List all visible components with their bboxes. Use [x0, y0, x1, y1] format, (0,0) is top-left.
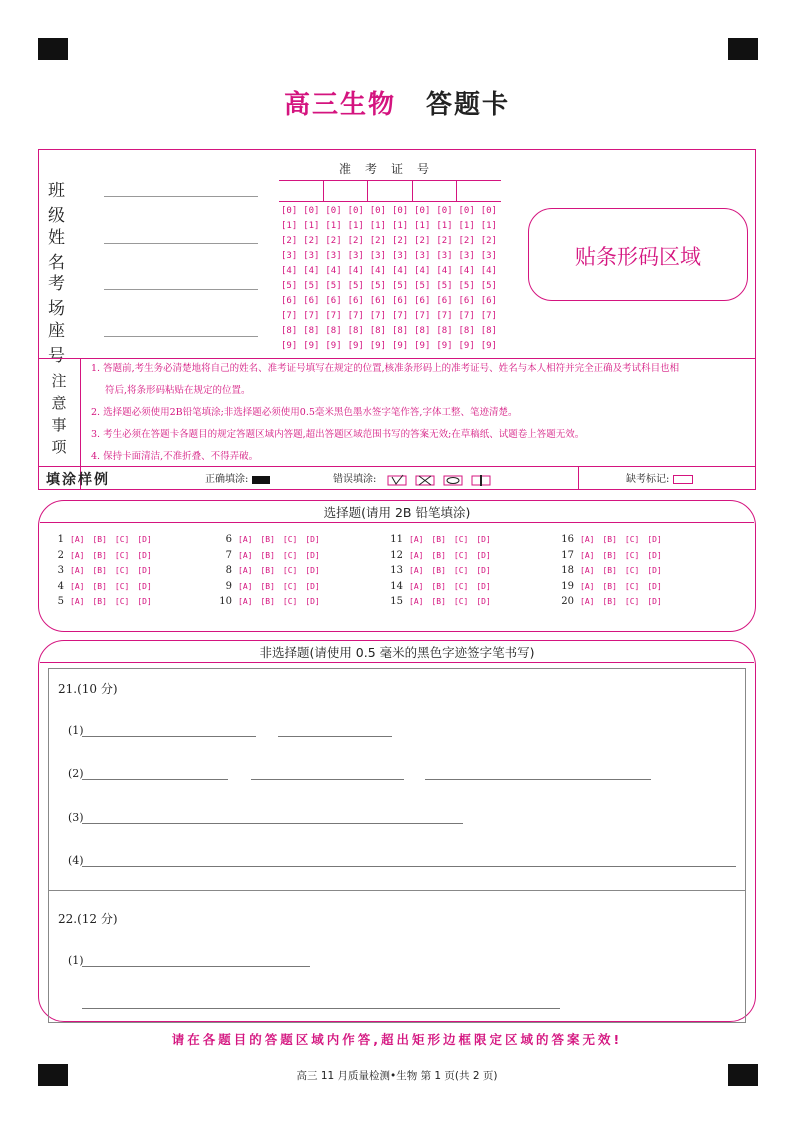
- digit-bubble[interactable]: [3]: [414, 251, 431, 261]
- digit-bubble[interactable]: [7]: [480, 311, 497, 321]
- answer-bubble[interactable]: [C]: [114, 535, 130, 545]
- digit-bubble[interactable]: [0]: [347, 206, 364, 216]
- digit-bubble[interactable]: [6]: [281, 296, 298, 306]
- digit-bubble[interactable]: [7]: [458, 311, 475, 321]
- seat-label: 座号: [48, 321, 77, 366]
- digit-bubble[interactable]: [5]: [458, 281, 475, 291]
- digit-row: [281, 326, 503, 341]
- answer-bubble[interactable]: [C]: [114, 597, 130, 607]
- digit-bubble[interactable]: [8]: [347, 326, 364, 336]
- choice-question: [210, 579, 328, 595]
- digit-bubble[interactable]: [3]: [391, 251, 409, 261]
- question-number: 1: [57, 534, 64, 546]
- divider: [578, 466, 579, 490]
- digit-bubble[interactable]: [0]: [281, 206, 298, 216]
- digit-bubble[interactable]: [0]: [436, 206, 453, 216]
- answer-bubble[interactable]: [A]: [580, 597, 595, 607]
- digit-bubble[interactable]: [4]: [325, 266, 342, 276]
- answer-bubble[interactable]: [D]: [137, 566, 152, 576]
- class-field[interactable]: [48, 176, 104, 226]
- notice-item-1: 1. 答题前,考生务必清楚地将自己的姓名、准考证号填写在规定的位置,核准条形码上的准考证号、姓名与本人相符并完全正确及考试科目也相: [91, 363, 680, 374]
- digit-bubble[interactable]: [1]: [458, 221, 475, 231]
- digit-row: [281, 251, 503, 266]
- answer-bubble[interactable]: [B]: [431, 581, 446, 591]
- question-number: 6: [225, 534, 232, 546]
- answer-bubble[interactable]: [C]: [282, 597, 298, 607]
- exam-number-title: 准考证号: [338, 162, 443, 176]
- digit-bubble[interactable]: [1]: [281, 221, 298, 231]
- wrong-fill-sample: [333, 470, 496, 486]
- answer-bubble[interactable]: [C]: [282, 566, 298, 576]
- digit-row: [281, 206, 503, 221]
- question-number: 7: [225, 549, 232, 561]
- divider: [48, 890, 746, 891]
- q21-part-4-label: (4): [68, 854, 84, 867]
- choice-question: [552, 548, 670, 564]
- answer-bubble[interactable]: [C]: [114, 581, 130, 591]
- digit-bubble[interactable]: [1]: [325, 221, 342, 231]
- answer-bubble[interactable]: [D]: [137, 581, 152, 591]
- answer-bubble[interactable]: [A]: [70, 535, 85, 545]
- answer-bubble[interactable]: [D]: [305, 550, 320, 560]
- answer-bubble[interactable]: [B]: [260, 597, 275, 607]
- choice-question: [42, 563, 160, 579]
- digit-bubble[interactable]: [4]: [414, 266, 431, 276]
- digit-bubble[interactable]: [6]: [325, 296, 342, 306]
- q21-part-2-label: (2): [68, 767, 84, 780]
- digit-bubble[interactable]: [5]: [391, 281, 409, 291]
- answer-line[interactable]: [82, 866, 736, 867]
- digit-bubble[interactable]: [4]: [391, 266, 409, 276]
- digit-bubble[interactable]: [5]: [347, 281, 364, 291]
- answer-bubble[interactable]: [C]: [453, 535, 469, 545]
- digit-row: [281, 236, 503, 251]
- answer-bubble[interactable]: [C]: [624, 566, 640, 576]
- digit-bubble[interactable]: [2]: [436, 236, 453, 246]
- answer-bubble[interactable]: [D]: [305, 597, 320, 607]
- choice-question: [42, 579, 160, 595]
- choice-column: [210, 532, 328, 610]
- answer-bubble[interactable]: [D]: [305, 566, 320, 576]
- answer-bubble[interactable]: [D]: [647, 581, 662, 591]
- digit-bubble[interactable]: [8]: [436, 326, 453, 336]
- barcode-area: [528, 208, 748, 301]
- answer-bubble[interactable]: [A]: [409, 597, 424, 607]
- digit-bubble[interactable]: [6]: [414, 296, 431, 306]
- digit-bubble[interactable]: [2]: [391, 236, 409, 246]
- digit-row: [281, 221, 503, 236]
- digit-bubble[interactable]: [7]: [391, 311, 409, 321]
- wrong-fill-label: 错误填涂:: [333, 474, 377, 485]
- digit-bubble[interactable]: [6]: [347, 296, 364, 306]
- barcode-label: 贴条形码区域: [575, 245, 701, 269]
- digit-bubble[interactable]: [3]: [347, 251, 364, 261]
- digit-bubble[interactable]: [9]: [458, 341, 475, 351]
- digit-bubble[interactable]: [5]: [414, 281, 431, 291]
- digit-bubble[interactable]: [1]: [414, 221, 431, 231]
- digit-bubble[interactable]: [8]: [325, 326, 342, 336]
- fill-sample-label: 填涂样例: [46, 472, 110, 488]
- choice-question: [381, 594, 499, 610]
- digit-bubble[interactable]: [2]: [458, 236, 475, 246]
- choice-question: [42, 594, 160, 610]
- choice-column: [381, 532, 499, 610]
- answer-bubble[interactable]: [C]: [282, 550, 298, 560]
- answer-bubble[interactable]: [D]: [305, 535, 320, 545]
- answer-bubble[interactable]: [D]: [476, 535, 491, 545]
- exam-number-bubble-grid[interactable]: [281, 206, 503, 356]
- question-number: 14: [390, 580, 403, 592]
- answer-bubble[interactable]: [A]: [580, 566, 595, 576]
- digit-bubble[interactable]: [3]: [303, 251, 320, 261]
- choice-question: [210, 563, 328, 579]
- digit-bubble[interactable]: [0]: [458, 206, 475, 216]
- digit-row: [281, 266, 503, 281]
- answer-bubble[interactable]: [A]: [409, 535, 424, 545]
- free-response-answer-box[interactable]: [48, 668, 746, 1023]
- digit-bubble[interactable]: [3]: [281, 251, 298, 261]
- digit-bubble[interactable]: [5]: [325, 281, 342, 291]
- digit-bubble[interactable]: [8]: [414, 326, 431, 336]
- page-footer: 高三 11 月质量检测•生物 第 1 页(共 2 页): [296, 1070, 498, 1082]
- digit-bubble[interactable]: [4]: [480, 266, 497, 276]
- digit-bubble[interactable]: [9]: [436, 341, 453, 351]
- answer-bubble[interactable]: [D]: [305, 581, 320, 591]
- answer-bubble[interactable]: [D]: [476, 581, 491, 591]
- choice-question: [210, 548, 328, 564]
- answer-bubble[interactable]: [B]: [92, 535, 107, 545]
- answer-bubble[interactable]: [D]: [137, 597, 152, 607]
- digit-row: [281, 311, 503, 326]
- answer-line[interactable]: [82, 823, 463, 824]
- answer-line[interactable]: [82, 1008, 560, 1009]
- answer-bubble[interactable]: [C]: [624, 535, 640, 545]
- digit-bubble[interactable]: [9]: [480, 341, 497, 351]
- digit-bubble[interactable]: [8]: [281, 326, 298, 336]
- notice-item-4: 4. 保持卡面清洁,不准折叠、不得弄破。: [91, 451, 259, 462]
- q22-part-1-label: (1): [68, 954, 84, 967]
- answer-bubble[interactable]: [B]: [602, 535, 617, 545]
- answer-bubble[interactable]: [A]: [238, 597, 253, 607]
- digit-bubble[interactable]: [9]: [281, 341, 298, 351]
- exam-number-boxes[interactable]: [279, 180, 501, 202]
- answer-bubble[interactable]: [C]: [453, 550, 469, 560]
- digit-bubble[interactable]: [9]: [347, 341, 364, 351]
- choice-question: [552, 532, 670, 548]
- name-field[interactable]: [48, 223, 104, 273]
- answer-bubble[interactable]: [C]: [282, 535, 298, 545]
- digit-bubble[interactable]: [4]: [347, 266, 364, 276]
- digit-bubble[interactable]: [6]: [458, 296, 475, 306]
- question-number: 8: [225, 565, 232, 577]
- digit-bubble[interactable]: [2]: [347, 236, 364, 246]
- answer-bubble[interactable]: [C]: [453, 581, 469, 591]
- answer-bubble[interactable]: [D]: [647, 535, 662, 545]
- digit-bubble[interactable]: [0]: [480, 206, 497, 216]
- digit-bubble[interactable]: [9]: [391, 341, 409, 351]
- question-number: 16: [561, 534, 574, 546]
- digit-bubble[interactable]: [5]: [480, 281, 497, 291]
- notice-label: 注意事项: [51, 372, 67, 456]
- digit-bubble[interactable]: [1]: [347, 221, 364, 231]
- question-number: 10: [219, 596, 232, 608]
- digit-bubble[interactable]: [4]: [436, 266, 453, 276]
- digit-bubble[interactable]: [1]: [391, 221, 409, 231]
- answer-bubble[interactable]: [C]: [624, 550, 640, 560]
- answer-bubble[interactable]: [A]: [70, 581, 85, 591]
- digit-bubble[interactable]: [1]: [436, 221, 453, 231]
- digit-bubble[interactable]: [4]: [369, 266, 387, 276]
- question-number: 2: [57, 549, 64, 561]
- digit-bubble[interactable]: [0]: [391, 206, 409, 216]
- answer-bubble[interactable]: [A]: [409, 566, 424, 576]
- digit-bubble[interactable]: [7]: [303, 311, 320, 321]
- digit-row: [281, 341, 503, 356]
- digit-bubble[interactable]: [1]: [369, 221, 387, 231]
- answer-bubble[interactable]: [C]: [114, 566, 130, 576]
- digit-bubble[interactable]: [5]: [369, 281, 387, 291]
- question-number: 9: [225, 580, 232, 592]
- digit-bubble[interactable]: [2]: [414, 236, 431, 246]
- question-number: 19: [561, 580, 574, 592]
- answer-bubble[interactable]: [D]: [476, 597, 491, 607]
- exam-room-field[interactable]: [48, 269, 104, 319]
- answer-line[interactable]: [425, 779, 651, 780]
- answer-bubble[interactable]: [B]: [602, 581, 617, 591]
- answer-bubble[interactable]: [B]: [92, 566, 107, 576]
- digit-bubble[interactable]: [7]: [347, 311, 364, 321]
- choice-question: [381, 579, 499, 595]
- digit-bubble[interactable]: [3]: [480, 251, 497, 261]
- answer-bubble[interactable]: [A]: [70, 566, 85, 576]
- q21-part-3-label: (3): [68, 811, 84, 824]
- digit-bubble[interactable]: [4]: [458, 266, 475, 276]
- warning-text: 请在各题目的答题区域内作答,超出矩形边框限定区域的答案无效!: [171, 1032, 623, 1047]
- answer-bubble[interactable]: [C]: [282, 581, 298, 591]
- answer-bubble[interactable]: [C]: [624, 597, 640, 607]
- digit-row: [281, 296, 503, 311]
- answer-bubble[interactable]: [A]: [70, 597, 85, 607]
- question-number: 5: [57, 596, 64, 608]
- digit-bubble[interactable]: [4]: [303, 266, 320, 276]
- answer-bubble[interactable]: [A]: [580, 581, 595, 591]
- digit-bubble[interactable]: [6]: [369, 296, 387, 306]
- answer-bubble[interactable]: [B]: [92, 597, 107, 607]
- answer-bubble[interactable]: [D]: [476, 550, 491, 560]
- digit-bubble[interactable]: [2]: [369, 236, 387, 246]
- absent-checkbox[interactable]: [673, 475, 693, 484]
- answer-bubble[interactable]: [A]: [409, 581, 424, 591]
- subject-title: 高三生物: [283, 90, 396, 120]
- q21-part-1-label: (1): [68, 724, 84, 737]
- digit-bubble[interactable]: [9]: [369, 341, 387, 351]
- digit-bubble[interactable]: [9]: [325, 341, 342, 351]
- digit-bubble[interactable]: [0]: [369, 206, 387, 216]
- answer-bubble[interactable]: [A]: [70, 550, 85, 560]
- choice-column: [552, 532, 670, 610]
- question-number: 11: [390, 534, 403, 546]
- answer-bubble[interactable]: [A]: [238, 581, 253, 591]
- answer-line[interactable]: [278, 736, 392, 737]
- digit-bubble[interactable]: [2]: [303, 236, 320, 246]
- choice-column: [42, 532, 160, 610]
- digit-bubble[interactable]: [7]: [436, 311, 453, 321]
- digit-bubble[interactable]: [5]: [303, 281, 320, 291]
- question-21-title: 21.(10 分): [58, 682, 118, 696]
- digit-bubble[interactable]: [2]: [325, 236, 342, 246]
- answer-bubble[interactable]: [A]: [409, 550, 424, 560]
- digit-bubble[interactable]: [3]: [325, 251, 342, 261]
- positioning-mark-top-left: [38, 38, 68, 60]
- notice-item-1-cont: 符后,将条形码粘贴在规定的位置。: [105, 385, 251, 396]
- filled-bubble-icon: [252, 476, 270, 484]
- digit-bubble[interactable]: [2]: [480, 236, 497, 246]
- digit-bubble[interactable]: [5]: [281, 281, 298, 291]
- answer-bubble[interactable]: [B]: [431, 535, 446, 545]
- digit-bubble[interactable]: [6]: [391, 296, 409, 306]
- answer-bubble[interactable]: [B]: [260, 535, 275, 545]
- answer-line[interactable]: [82, 736, 256, 737]
- answer-bubble[interactable]: [D]: [137, 550, 152, 560]
- choice-question: [42, 532, 160, 548]
- digit-bubble[interactable]: [8]: [391, 326, 409, 336]
- answer-bubble[interactable]: [D]: [647, 550, 662, 560]
- question-number: 17: [561, 549, 574, 561]
- digit-bubble[interactable]: [6]: [480, 296, 497, 306]
- answer-bubble[interactable]: [B]: [431, 597, 446, 607]
- digit-bubble[interactable]: [1]: [480, 221, 497, 231]
- question-number: 20: [561, 596, 574, 608]
- choice-question: [552, 563, 670, 579]
- choice-question: [42, 548, 160, 564]
- wrong-fill-examples-icon: [386, 474, 496, 486]
- answer-line[interactable]: [251, 779, 404, 780]
- digit-row: [281, 281, 503, 296]
- answer-bubble[interactable]: [C]: [453, 566, 469, 576]
- answer-sheet-title: 答题卡: [426, 90, 511, 120]
- answer-bubble[interactable]: [B]: [431, 566, 446, 576]
- answer-bubble[interactable]: [B]: [602, 597, 617, 607]
- digit-bubble[interactable]: [4]: [281, 266, 298, 276]
- answer-bubble[interactable]: [B]: [260, 550, 275, 560]
- answer-bubble[interactable]: [A]: [238, 535, 253, 545]
- answer-line[interactable]: [82, 779, 228, 780]
- digit-bubble[interactable]: [0]: [325, 206, 342, 216]
- absent-mark-label: 缺考标记:: [626, 474, 670, 485]
- answer-bubble[interactable]: [D]: [647, 597, 662, 607]
- free-response-heading: 非选择题(请使用 0.5 毫米的黑色字迹签字笔书写): [259, 645, 535, 660]
- digit-bubble[interactable]: [5]: [436, 281, 453, 291]
- digit-bubble[interactable]: [9]: [414, 341, 431, 351]
- choice-question: [381, 563, 499, 579]
- divider: [38, 466, 756, 467]
- digit-bubble[interactable]: [3]: [436, 251, 453, 261]
- digit-bubble[interactable]: [6]: [303, 296, 320, 306]
- divider: [40, 522, 754, 523]
- digit-bubble[interactable]: [0]: [303, 206, 320, 216]
- digit-bubble[interactable]: [7]: [369, 311, 387, 321]
- answer-bubble[interactable]: [D]: [476, 566, 491, 576]
- exam-room-label: 考场: [48, 274, 77, 319]
- multiple-choice-heading: 选择题(请用 2B 铅笔填涂): [323, 505, 471, 520]
- digit-bubble[interactable]: [2]: [281, 236, 298, 246]
- answer-line[interactable]: [82, 966, 310, 967]
- digit-bubble[interactable]: [3]: [369, 251, 387, 261]
- answer-bubble[interactable]: [D]: [137, 535, 152, 545]
- question-number: 15: [390, 596, 403, 608]
- question-number: 4: [57, 580, 64, 592]
- divider: [40, 662, 754, 663]
- digit-bubble[interactable]: [7]: [325, 311, 342, 321]
- class-label: 班级: [48, 181, 77, 226]
- question-number: 12: [390, 549, 403, 561]
- answer-bubble[interactable]: [D]: [647, 566, 662, 576]
- notice-item-3: 3. 考生必须在答题卡各题目的规定答题区域内答题,超出答题区域范围书写的答案无效;在草稿纸、试题卷上答题无效。: [91, 429, 585, 440]
- digit-bubble[interactable]: [3]: [458, 251, 475, 261]
- answer-bubble[interactable]: [B]: [92, 581, 107, 591]
- digit-bubble[interactable]: [6]: [436, 296, 453, 306]
- digit-bubble[interactable]: [9]: [303, 341, 320, 351]
- choice-question: [552, 579, 670, 595]
- question-22-title: 22.(12 分): [58, 912, 118, 926]
- correct-fill-label: 正确填涂:: [205, 474, 249, 485]
- digit-bubble[interactable]: [8]: [369, 326, 387, 336]
- digit-bubble[interactable]: [7]: [414, 311, 431, 321]
- digit-bubble[interactable]: [8]: [480, 326, 497, 336]
- answer-bubble[interactable]: [C]: [114, 550, 130, 560]
- correct-fill-sample: [205, 470, 270, 485]
- answer-bubble[interactable]: [B]: [260, 566, 275, 576]
- digit-bubble[interactable]: [1]: [303, 221, 320, 231]
- answer-bubble[interactable]: [B]: [92, 550, 107, 560]
- absent-mark-sample[interactable]: [626, 470, 693, 485]
- answer-bubble[interactable]: [A]: [238, 550, 253, 560]
- question-number: 13: [390, 565, 403, 577]
- choice-question: [381, 532, 499, 548]
- answer-bubble[interactable]: [B]: [602, 550, 617, 560]
- name-label: 姓名: [48, 228, 77, 273]
- answer-bubble[interactable]: [C]: [624, 581, 640, 591]
- answer-bubble[interactable]: [A]: [238, 566, 253, 576]
- positioning-mark-top-right: [728, 38, 758, 60]
- question-number: 3: [57, 565, 64, 577]
- digit-bubble[interactable]: [8]: [303, 326, 320, 336]
- choice-question: [210, 594, 328, 610]
- choice-question: [552, 594, 670, 610]
- answer-bubble[interactable]: [B]: [431, 550, 446, 560]
- answer-bubble[interactable]: [B]: [602, 566, 617, 576]
- digit-bubble[interactable]: [8]: [458, 326, 475, 336]
- choice-question: [210, 532, 328, 548]
- choice-question: [381, 548, 499, 564]
- digit-bubble[interactable]: [7]: [281, 311, 298, 321]
- notice-item-2: 2. 选择题必须使用2B铅笔填涂;非选择题必须使用0.5毫米黑色墨水签字笔作答,字体工整、笔迹清楚。: [91, 407, 518, 418]
- digit-bubble[interactable]: [0]: [414, 206, 431, 216]
- answer-bubble[interactable]: [C]: [453, 597, 469, 607]
- answer-bubble[interactable]: [B]: [260, 581, 275, 591]
- answer-bubble[interactable]: [A]: [580, 535, 595, 545]
- question-number: 18: [561, 565, 574, 577]
- page-title: [0, 84, 794, 121]
- answer-bubble[interactable]: [A]: [580, 550, 595, 560]
